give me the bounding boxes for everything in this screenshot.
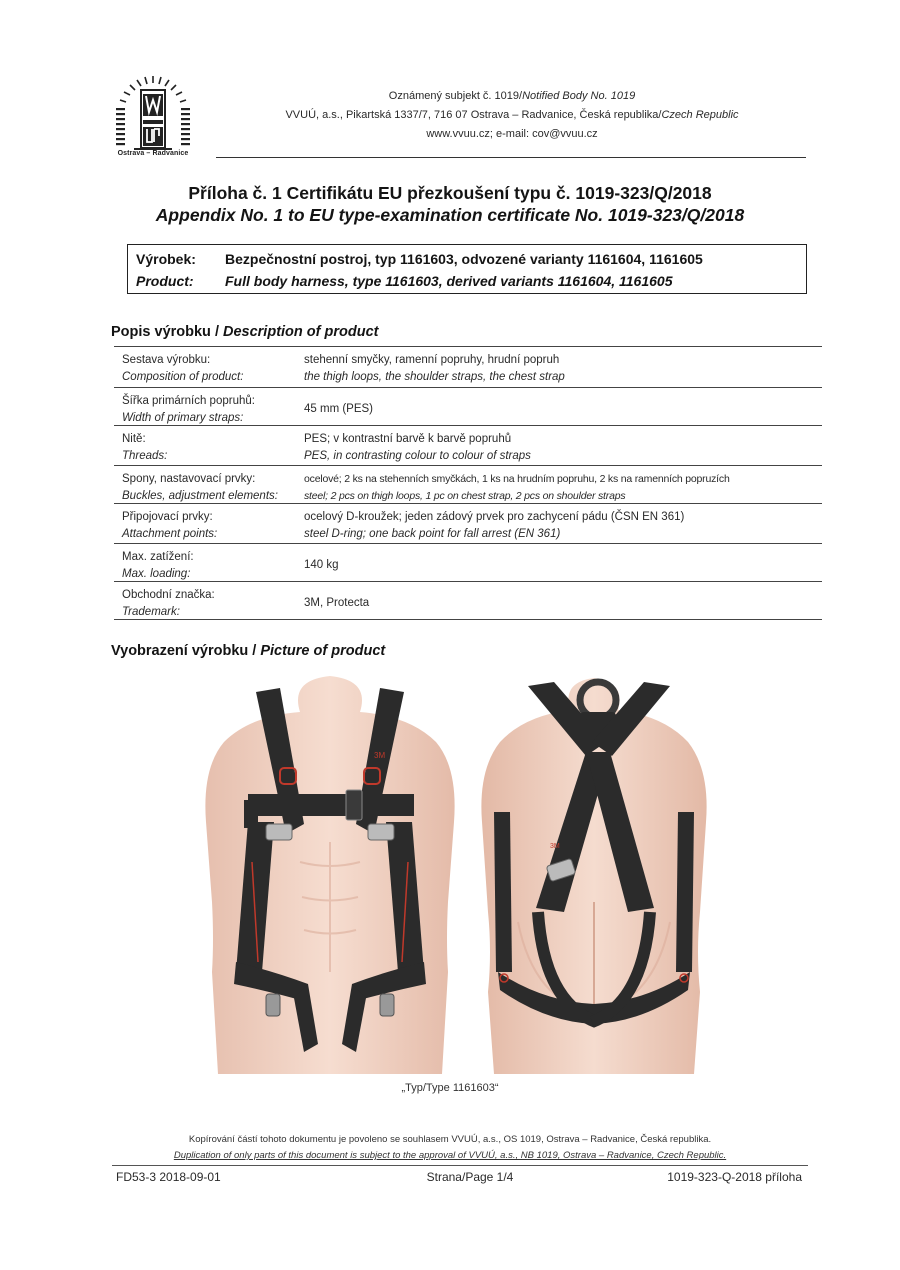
row-value-en: steel; 2 pcs on thigh loops, 1 pc on chest strap, 2 pcs on shoulder straps (304, 490, 626, 502)
row-label-en: Width of primary straps: (122, 412, 244, 424)
product-box (127, 244, 807, 294)
table-row (114, 388, 822, 426)
row-value-en: PES, in contrasting colour to colour of straps (304, 450, 531, 462)
copy-note-en: Duplication of only parts of this document is subject to the approval of VVUÚ, a.s., NB 1019, Ostrava – Radvanice, Czech Republic. (173, 1150, 727, 1161)
row-value-cz: stehenní smyčky, ramenní popruhy, hrudní popruh (304, 354, 560, 366)
svg-text:3M: 3M (550, 843, 560, 850)
svg-text:3M: 3M (374, 751, 386, 760)
document-id: 1019-323-Q-2018 příloha (667, 1170, 802, 1184)
description-heading: Popis výrobku / Description of product (111, 324, 379, 340)
row-label-en: Threads: (122, 450, 168, 462)
table-row (114, 582, 822, 620)
row-label-cz: Připojovací prvky: (122, 511, 213, 523)
title-en: Appendix No. 1 to EU type-examination certificate No. 1019-323/Q/2018 (155, 205, 745, 225)
row-label-cz: Obchodní značka: (122, 589, 215, 601)
pictures-heading: Vyobrazení výrobku / Picture of product (111, 643, 386, 659)
row-value-en: steel D-ring; one back point for fall arrest (EN 361) (304, 528, 561, 540)
product-label-cz: Výrobek: (136, 251, 196, 267)
table-row (114, 544, 822, 582)
page-number: Strana/Page 1/4 (426, 1170, 514, 1184)
row-value-en: the thigh loops, the shoulder straps, the chest strap (304, 371, 565, 383)
description-table (114, 346, 822, 620)
row-value: 3M, Protecta (304, 597, 370, 609)
row-label-en: Buckles, adjustment elements: (122, 490, 278, 502)
row-label-cz: Šířka primárních popruhů: (122, 395, 255, 407)
form-code: FD53-3 2018-09-01 (116, 1170, 221, 1184)
table-row (114, 426, 822, 466)
product-value-cz: Bezpečnostní postroj, typ 1161603, odvozené varianty 1161604, 1161605 (225, 251, 703, 267)
row-label-en: Attachment points: (122, 528, 218, 540)
header-divider (216, 157, 806, 158)
copy-note-cz: Kopírování částí tohoto dokumentu je povoleno se souhlasem VVUÚ, a.s., OS 1019, Ostrava – Radvanice, Česká republika. (188, 1134, 712, 1145)
address-line: VVUÚ, a.s., Pikartská 1337/7, 716 07 Ostrava – Radvanice, Česká republika/Czech Republic (285, 109, 739, 121)
contact-line: www.vvuu.cz; e-mail: cov@vvuu.cz (426, 128, 598, 140)
table-row (114, 346, 822, 388)
row-label-cz: Max. zatížení: (122, 551, 194, 563)
table-row (114, 466, 822, 504)
logo-caption: Ostrava – Radvanice (117, 150, 189, 157)
row-value-cz: PES; v kontrastní barvě k barvě popruhů (304, 433, 512, 445)
vvuu-logo (112, 72, 194, 160)
harness-front-photo (196, 672, 464, 1074)
row-label-en: Trademark: (122, 606, 180, 618)
harness-back-photo (474, 672, 714, 1074)
row-value: 45 mm (PES) (304, 403, 374, 415)
row-label-en: Max. loading: (122, 568, 191, 580)
row-label-cz: Nitě: (122, 433, 146, 445)
product-value-en: Full body harness, type 1161603, derived variants 1161604, 1161605 (225, 273, 673, 289)
row-value: 140 kg (304, 559, 339, 571)
product-label-en: Product: (136, 273, 194, 289)
row-label-cz: Spony, nastavovací prvky: (122, 473, 256, 485)
picture-caption: „Typ/Type 1161603“ (401, 1082, 499, 1094)
row-value-cz: ocelové; 2 ks na stehenních smyčkách, 1 ks na hrudním popruhu, 2 ks na ramenních popruzích (304, 473, 730, 485)
footer-divider (112, 1165, 808, 1166)
notified-body-line: Oznámený subjekt č. 1019/Notified Body No. 1019 (388, 90, 636, 102)
row-label-cz: Sestava výrobku: (122, 354, 211, 366)
table-row (114, 504, 822, 544)
row-label-en: Composition of product: (122, 371, 244, 383)
row-value-cz: ocelový D-kroužek; jeden zádový prvek pro zachycení pádu (ČSN EN 361) (304, 511, 685, 523)
title-cz: Příloha č. 1 Certifikátu EU přezkoušení typu č. 1019-323/Q/2018 (188, 183, 712, 203)
